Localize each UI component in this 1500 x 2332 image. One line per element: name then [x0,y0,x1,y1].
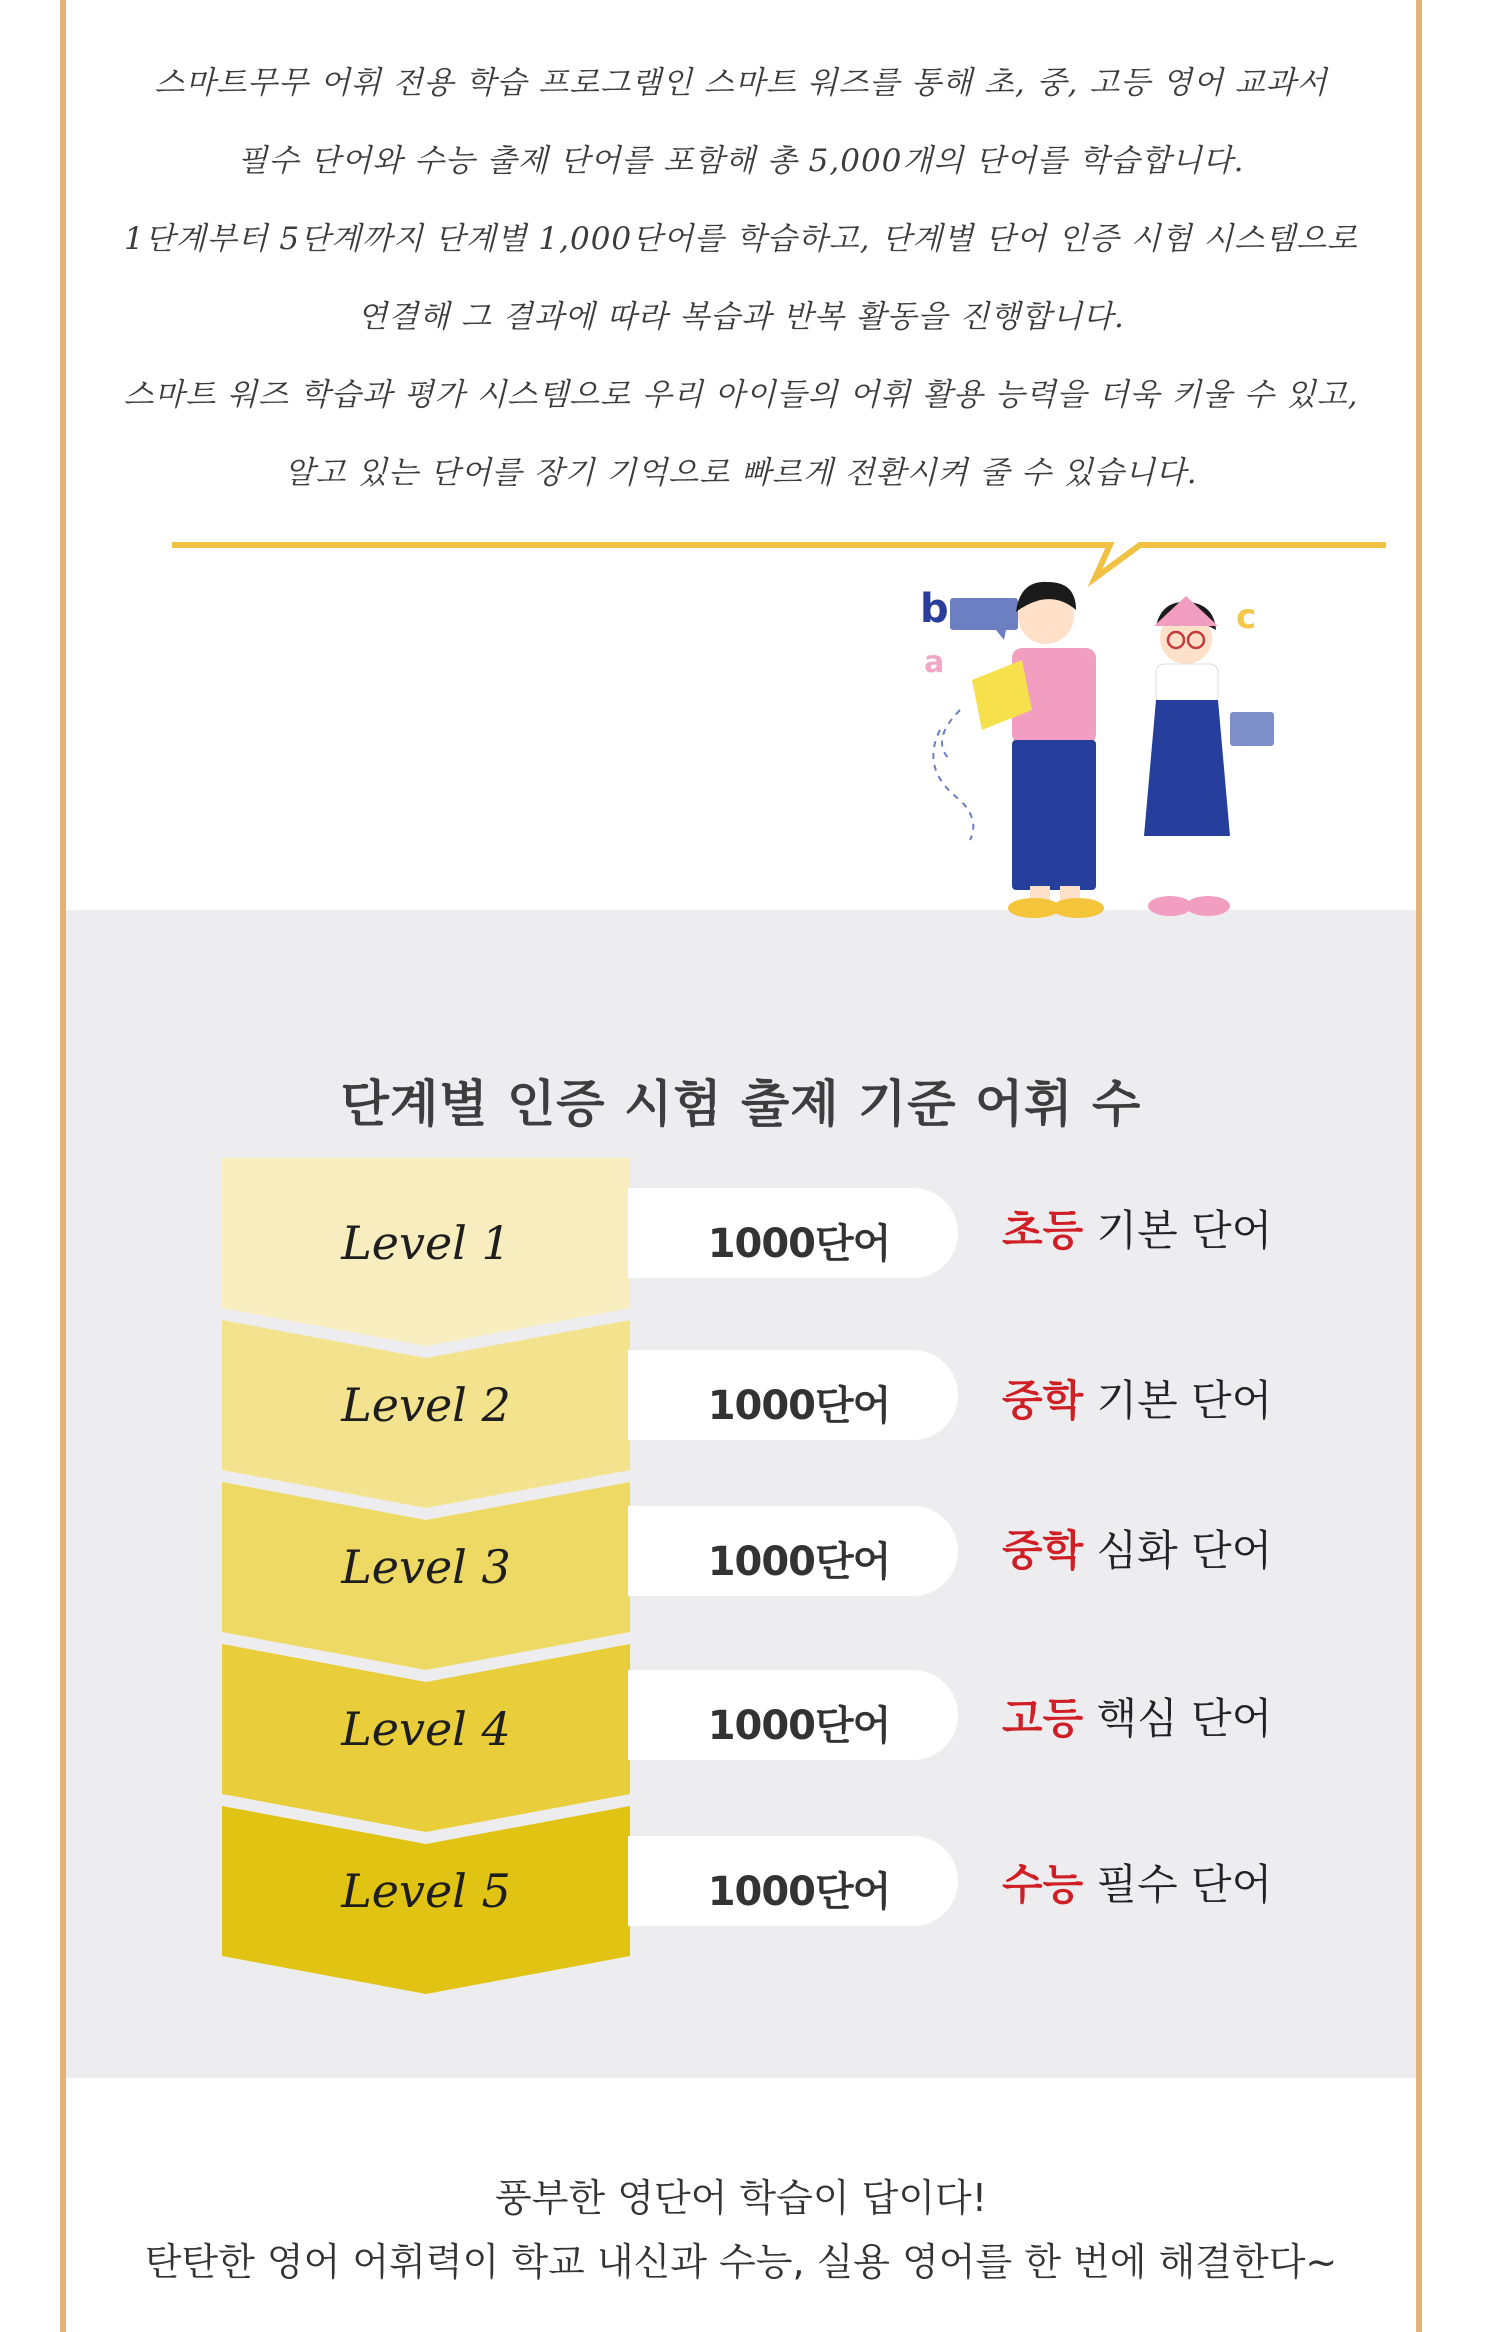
closing-text [66,2166,1416,2294]
level-description [1002,1686,1272,1746]
intro-line: 알고 있는 단어를 장기 기억으로 빠르게 전환시켜 줄 수 있습니다. [284,455,1198,491]
level-label: Level 4 [341,1702,511,1756]
level-highlight: 중학 [1002,1376,1084,1425]
level-description [1002,1368,1272,1428]
word-count-pill [628,1506,958,1596]
level-highlight: 수능 [1002,1860,1084,1909]
level-highlight: 초등 [1002,1206,1084,1255]
intro-line: 필수 단어와 수능 출제 단어를 포함해 총 5,000개의 단어를 학습합니다. [237,143,1245,179]
letter-c-icon: c [1236,597,1257,637]
intro-line: 1단계부터 5단계까지 단계별 1,000단어를 학습하고, 단계별 단어 인증 시험 시스템으로 [123,221,1358,257]
level-description-text: 핵심 단어 [1083,1694,1273,1743]
level-label: Level 2 [341,1378,511,1432]
level-description-text: 필수 단어 [1083,1860,1273,1909]
level-description [1002,1198,1272,1258]
intro-line: 스마트 워즈 학습과 평가 시스템으로 우리 아이들의 어휘 활용 능력을 더욱 키울 수 있고, [123,377,1359,413]
level-description-text: 기본 단어 [1083,1206,1273,1255]
word-count: 1000단어 [707,1383,891,1429]
word-count: 1000단어 [707,1221,891,1267]
word-count-pill [628,1188,958,1278]
section-title: 단계별 인증 시험 출제 기준 어휘 수 [340,1074,1142,1133]
letter-b-icon: b [920,586,949,632]
intro-line: 스마트무무 어휘 전용 학습 프로그램인 스마트 워즈를 통해 초, 중, 고등 영어 교과서 [154,65,1328,101]
word-count-pill [628,1836,958,1926]
level-description [1002,1852,1272,1912]
letter-a-icon: a [924,645,945,680]
level-label: Level 5 [341,1864,511,1918]
level-label: Level 3 [341,1540,511,1594]
closing-line-2: 탄탄한 영어 어휘력이 학교 내신과 수능, 실용 영어를 한 번에 해결한다~ [144,2240,1338,2284]
closing-line-1: 풍부한 영단어 학습이 답이다! [495,2176,987,2220]
word-count: 1000단어 [707,1869,891,1915]
level-highlight: 고등 [1002,1694,1084,1743]
word-count-pill [628,1350,958,1440]
intro-line: 연결해 그 결과에 따라 복습과 반복 활동을 진행합니다. [357,299,1125,335]
level-description-text: 심화 단어 [1083,1526,1273,1575]
level-description [1002,1518,1272,1578]
level-highlight: 중학 [1002,1526,1084,1575]
word-count-pill [628,1670,958,1760]
word-count: 1000단어 [707,1703,891,1749]
level-description-text: 기본 단어 [1083,1376,1273,1425]
word-count: 1000단어 [707,1539,891,1585]
level-label: Level 1 [341,1216,511,1270]
